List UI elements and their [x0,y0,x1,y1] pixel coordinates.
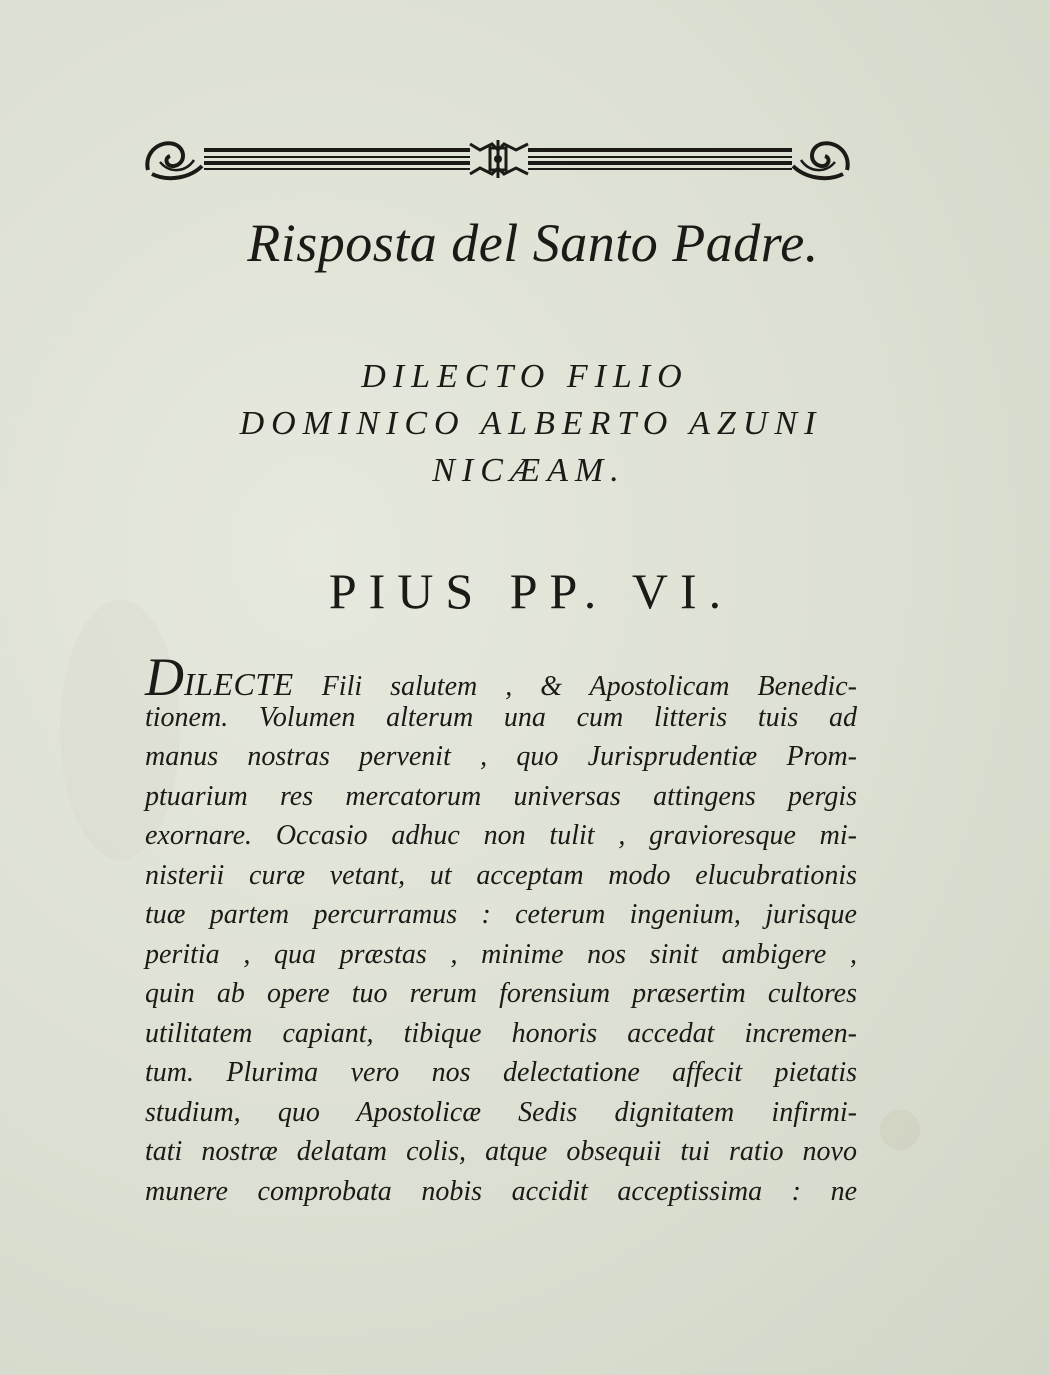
body-line: exornare. Occasio adhuc non tulit , gravioresque mi- [145,820,857,851]
header-ornament [140,126,855,192]
page-title: Risposta del Santo Padre. [247,213,819,273]
body-line: ptuarium res mercatorum universas attingens pergis [145,780,857,812]
body-line-first [145,647,857,707]
body-line: peritia , qua præstas , minime nos sinit ambigere , [145,938,857,970]
pope-heading: PIUS PP. VI. [328,563,734,619]
address-line-1: DILECTO FILIO [361,358,689,395]
body-line: utilitatem capiant, tibique honoris accedat incremen- [145,1017,857,1049]
letter-body [145,647,857,1211]
address-line-3: NICÆAM. [432,452,626,489]
drop-cap: D [145,647,184,707]
body-line: tuæ partem percurramus : ceterum ingenium, jurisque [145,899,857,930]
body-line: tionem. Volumen alterum una cum litteris tuis ad [145,701,857,733]
body-line: munere comprobata nobis accidit acceptissima : ne [145,1175,857,1207]
body-line: tati nostræ delatam colis, atque obsequii tui ratio novo [145,1136,857,1167]
address-line-2: DOMINICO ALBERTO AZUNI [239,405,823,442]
body-line: quin ab opere tuo rerum forensium præsertim cultores [145,978,857,1009]
body-line: nisterii curæ vetant, ut acceptam modo elucubrationis [145,859,857,891]
paper-stain [880,1110,920,1150]
lead-word: ILECTE [184,666,294,702]
body-line: manus nostras pervenit , quo Jurisprudentiæ Prom- [145,741,857,772]
first-line-rest: Fili salutem , & Apostolicam Benedic- [293,671,857,702]
body-line: studium, quo Apostolicæ Sedis dignitatem infirmi- [145,1096,857,1128]
body-line: tum. Plurima vero nos delectatione affecit pietatis [145,1057,857,1088]
